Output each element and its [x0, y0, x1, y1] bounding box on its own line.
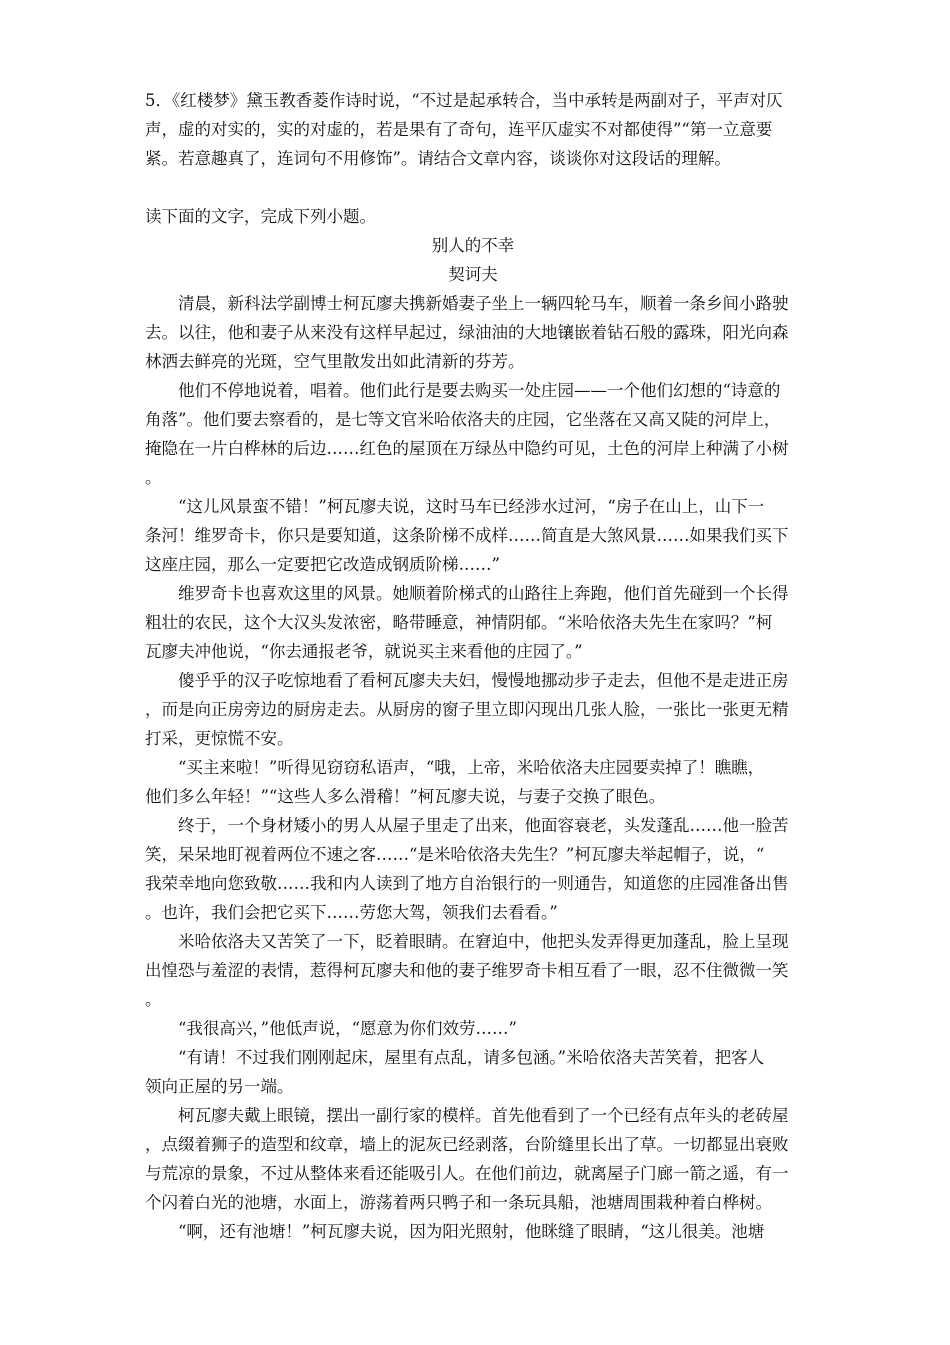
paragraph-line: ，点缀着狮子的造型和纹章，墙上的泥灰已经剥落，台阶缝里长出了草。一切都显出衰败 — [145, 1135, 789, 1154]
paragraph-line: 这座庄园，那么一定要把它改造成钢质阶梯……” — [145, 555, 500, 574]
paragraph-line: 与荒凉的景象，不过从整体来看还能吸引人。在他们前边，就离屋子门廊一箭之遥，有一 — [145, 1164, 789, 1183]
paragraph — [145, 1217, 801, 1246]
paragraph-line: “买主来啦！”听得见窃窃私语声，“哦，上帝，米哈依洛夫庄园要卖掉了！瞧瞧， — [178, 758, 765, 777]
paragraph-line: “啊，还有池塘！”柯瓦廖夫说，因为阳光照射，他眯缝了眼睛，“这儿很美。池塘 — [178, 1222, 765, 1241]
paragraph — [145, 492, 801, 579]
question-line: 声，虚的对实的，实的对虚的，若是果有了奇句，连平仄虚实不对都使得”“第一立意要 — [145, 120, 773, 139]
paragraph-line: 维罗奇卡也喜欢这里的风景。她顺着阶梯式的山路往上奔跑，他们首先碰到一个长得 — [178, 584, 789, 603]
paragraph-line: 角落”。他们要去察看的，是七等文官米哈依洛夫的庄园，它坐落在又高又陡的河岸上， — [145, 410, 781, 429]
paragraph-line: 打采，更惊慌不安。 — [145, 729, 294, 748]
paragraph — [145, 927, 801, 1014]
paragraph-line: 出惶恐与羞涩的表情，惹得柯瓦廖夫和他的妻子维罗奇卡相互看了一眼，忍不住微微一笑 — [145, 961, 789, 980]
paragraph — [145, 811, 801, 927]
paragraph — [145, 376, 801, 492]
story-body — [145, 289, 801, 1246]
question-line: 紧。若意趣真了，连词句不用修饰”。请结合文章内容，谈谈你对这段话的理解。 — [145, 149, 731, 168]
paragraph-line: 柯瓦廖夫戴上眼镜，摆出一副行家的模样。首先他看到了一个已经有点年头的老砖屋 — [178, 1106, 789, 1125]
paragraph — [145, 1014, 801, 1043]
paragraph-line: 我荣幸地向您致敬……我和内人读到了地方自治银行的一则通告，知道您的庄园准备出售 — [145, 874, 789, 893]
paragraph-line: 领向正屋的另一端。 — [145, 1077, 294, 1096]
paragraph-line: 终于，一个身材矮小的男人从屋子里走了出来，他面容衰老，头发蓬乱……他一脸苦 — [178, 816, 789, 835]
question-5 — [145, 86, 801, 173]
document-page — [145, 86, 801, 1246]
paragraph-line: “我很高兴，”他低声说，“愿意为你们效劳……” — [178, 1019, 517, 1038]
reading-instruction: 读下面的文字，完成下列小题。 — [145, 207, 376, 226]
paragraph-line: 粗壮的农民，这个大汉头发浓密，略带睡意，神情阴郁。“米哈依洛夫先生在家吗？”柯 — [145, 613, 773, 632]
paragraph — [145, 666, 801, 753]
question-line: 5．《红楼梦》黛玉教香菱作诗时说，“不过是起承转合，当中承转是两副对子，平声对仄 — [145, 91, 783, 110]
spacer — [145, 173, 801, 202]
paragraph-line: 清晨，新科法学副博士柯瓦廖夫携新婚妻子坐上一辆四轮马车，顺着一条乡间小路驶 — [178, 294, 789, 313]
paragraph-line: 。 — [145, 990, 162, 1009]
paragraph-line: 条河！维罗奇卡，你只是要知道，这条阶梯不成样……简直是大煞风景……如果我们买下 — [145, 526, 789, 545]
paragraph-line: 。 — [145, 468, 162, 487]
paragraph-line: “这儿风景蛮不错！”柯瓦廖夫说，这时马车已经涉水过河，“房子在山上，山下一 — [178, 497, 765, 516]
paragraph — [145, 1101, 801, 1217]
paragraph-line: 掩隐在一片白桦林的后边……红色的屋顶在万绿丛中隐约可见，土色的河岸上种满了小树 — [145, 439, 789, 458]
paragraph-line: ，而是向正房旁边的厨房走去。从厨房的窗子里立即闪现出几张人脸，一张比一张更无精 — [145, 700, 789, 719]
story-title: 别人的不幸 — [431, 236, 515, 255]
paragraph-line: 他们不停地说着，唱着。他们此行是要去购买一处庄园——一个他们幻想的“诗意的 — [178, 381, 781, 400]
paragraph-line: 个闪着白光的池塘，水面上，游荡着两只鸭子和一条玩具船，池塘周围栽种着白桦树。 — [145, 1193, 772, 1212]
paragraph-line: 他们多么年轻！”“这些人多么滑稽！”柯瓦廖夫说，与妻子交换了眼色。 — [145, 787, 666, 806]
paragraph — [145, 579, 801, 666]
paragraph-line: 瓦廖夫冲他说，“你去通报老爷，就说买主来看他的庄园了。” — [145, 642, 583, 661]
story-author: 契诃夫 — [448, 265, 498, 284]
paragraph — [145, 289, 801, 376]
paragraph-line: 。也许，我们会把它买下……劳您大驾，领我们去看看。” — [145, 903, 558, 922]
paragraph — [145, 1043, 801, 1101]
paragraph-line: 去。以往，他和妻子从来没有这样早起过，绿油油的大地镶嵌着钻石般的露珠，阳光向森 — [145, 323, 789, 342]
paragraph — [145, 753, 801, 811]
paragraph-line: “有请！不过我们刚刚起床，屋里有点乱，请多包涵。”米哈依洛夫苦笑着，把客人 — [178, 1048, 765, 1067]
paragraph-line: 林洒去鲜亮的光斑，空气里散发出如此清新的芬芳。 — [145, 352, 525, 371]
paragraph-line: 笑，呆呆地盯视着两位不速之客……“是米哈依洛夫先生？”柯瓦廖夫举起帽子，说，“ — [145, 845, 765, 864]
paragraph-line: 傻乎乎的汉子吃惊地看了看柯瓦廖夫夫妇，慢慢地挪动步子走去，但他不是走进正房 — [178, 671, 789, 690]
paragraph-line: 米哈依洛夫又苦笑了一下，眨着眼睛。在窘迫中，他把头发弄得更加蓬乱，脸上呈现 — [178, 932, 789, 951]
